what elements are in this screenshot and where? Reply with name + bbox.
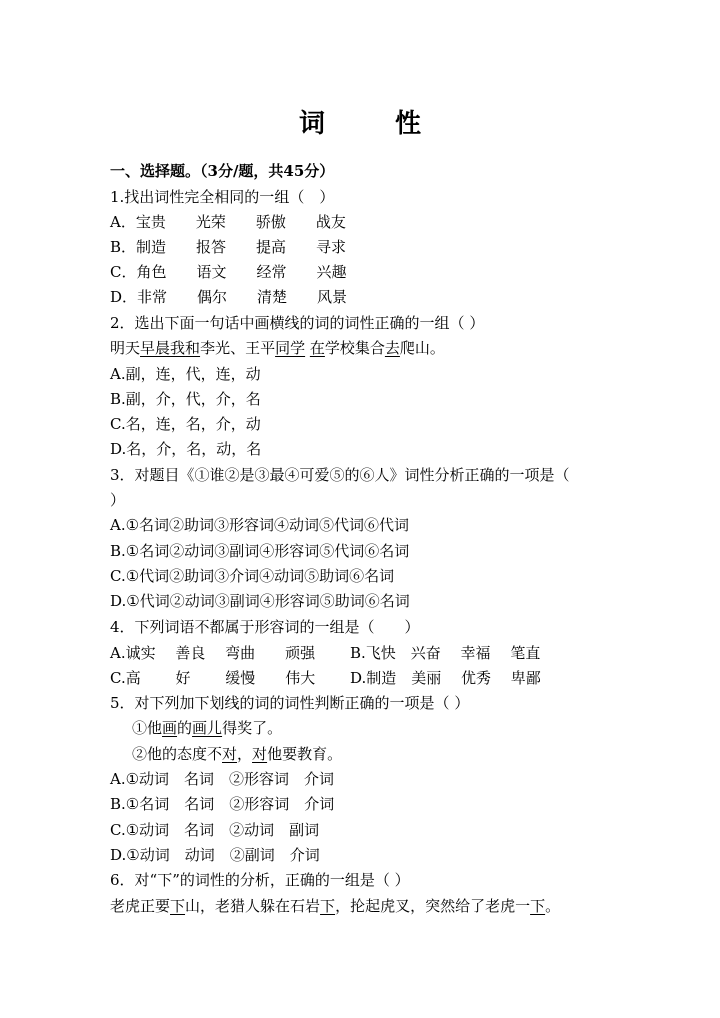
q3-option-d: D.①代词②动词③副词④形容词⑤助词⑥名词 — [110, 592, 410, 610]
q5-sentence-2 — [132, 744, 342, 764]
q2-text: 爬山。 — [399, 339, 445, 357]
q6-sentence — [110, 896, 560, 916]
q2-underlined-word: 同学 — [275, 339, 306, 357]
q6-underlined-word: 下 — [170, 897, 186, 915]
q6-text: ，抡起虎叉，突然给了老虎一 — [335, 897, 531, 915]
q2-option-a: A.副，连，代，连，动 — [110, 365, 261, 383]
q2-underlined-word: 早晨 — [140, 339, 171, 357]
q5-text: 的 — [177, 719, 193, 737]
q5-underlined-word: 画儿 — [192, 719, 223, 737]
q6-text: 山，老猎人躲在石岩 — [185, 897, 321, 915]
q3-option-c: C.①代词②助词③介词④动词⑤助词⑥名词 — [110, 567, 395, 585]
q2-stem: 2．选出下面一句话中画横线的词的词性正确的一组（ ） — [110, 314, 485, 332]
q2-text: 明天 — [110, 339, 141, 357]
q5-option-a: A.①动词 名词 ②形容词 介词 — [110, 770, 335, 788]
q5-text: ①他 — [132, 719, 163, 737]
q5-underlined-word: 画 — [162, 719, 178, 737]
q5-underlined-word: 对 — [222, 745, 238, 763]
q2-option-d: D.名，介，名，动，名 — [110, 440, 262, 458]
q5-text: 他要教育。 — [267, 745, 343, 763]
q2-text: 学校集合 — [324, 339, 385, 357]
q4-option-a: A.诚实 善良 弯曲 顽强 — [110, 644, 316, 662]
q2-option-c: C.名，连，名，介，动 — [110, 415, 261, 433]
q5-text: 得奖了。 — [222, 719, 283, 737]
q1-option-a: A．宝贵 光荣 骄傲 战友 — [110, 213, 346, 231]
section-heading: 一、选择题。（3分/题，共45分） — [110, 162, 335, 180]
q6-underlined-word: 下 — [530, 897, 546, 915]
q6-text: 。 — [545, 897, 561, 915]
q3-option-b: B.①名词②动词③副词④形容词⑤代词⑥名词 — [110, 542, 410, 560]
page-title: 词 性 — [298, 109, 443, 139]
q1-option-d: D．非常 偶尔 清楚 风景 — [110, 288, 348, 306]
q5-sentence-1 — [132, 718, 282, 738]
q2-text: 李光、王平 — [200, 339, 276, 357]
q3-stem: 3．对题目《①谁②是③最④可爱⑤的⑥人》词性分析正确的一项是（ — [110, 466, 570, 484]
q1-stem: 1.找出词性完全相同的一组（ ） — [110, 188, 335, 206]
q2-option-b: B.副，介，代，介，名 — [110, 390, 261, 408]
q4-stem: 4．下列词语不都属于形容词的一组是（ ） — [110, 618, 420, 636]
q3-option-a: A.①名词②助词③形容词④动词⑤代词⑥代词 — [110, 516, 410, 534]
q5-option-c: C.①动词 名词 ②动词 副词 — [110, 821, 320, 839]
q6-underlined-word: 下 — [320, 897, 336, 915]
q2-underlined-word: 去 — [384, 339, 400, 357]
q2-underlined-word: 在 — [309, 339, 325, 357]
q1-option-b: B．制造 报答 提高 寻求 — [110, 238, 347, 256]
q6-stem: 6．对“下”的词性的分析，正确的一组是（ ） — [110, 871, 410, 889]
q2-underlined-word: 我 — [170, 339, 186, 357]
q3-stem-end: ） — [110, 491, 126, 509]
q4-option-b: B.飞快 兴奋 幸福 笔直 — [350, 644, 541, 662]
q2-underlined-word: 和 — [185, 339, 201, 357]
q1-option-c: C．角色 语文 经常 兴趣 — [110, 263, 347, 281]
q5-stem: 5．对下列加下划线的词的词性判断正确的一项是（ ） — [110, 694, 470, 712]
q5-option-d: D.①动词 动词 ②副词 介词 — [110, 846, 320, 864]
q2-sentence — [110, 338, 445, 358]
q5-text: ②他的态度不 — [132, 745, 223, 763]
q5-text: ， — [237, 745, 253, 763]
q4-option-d: D.制造 美丽 优秀 卑鄙 — [350, 669, 541, 687]
q5-option-b: B.①名词 名词 ②形容词 介词 — [110, 795, 335, 813]
q6-text: 老虎正要 — [110, 897, 171, 915]
q5-underlined-word: 对 — [252, 745, 268, 763]
q4-option-c: C.高 好 缓慢 伟大 — [110, 669, 316, 687]
